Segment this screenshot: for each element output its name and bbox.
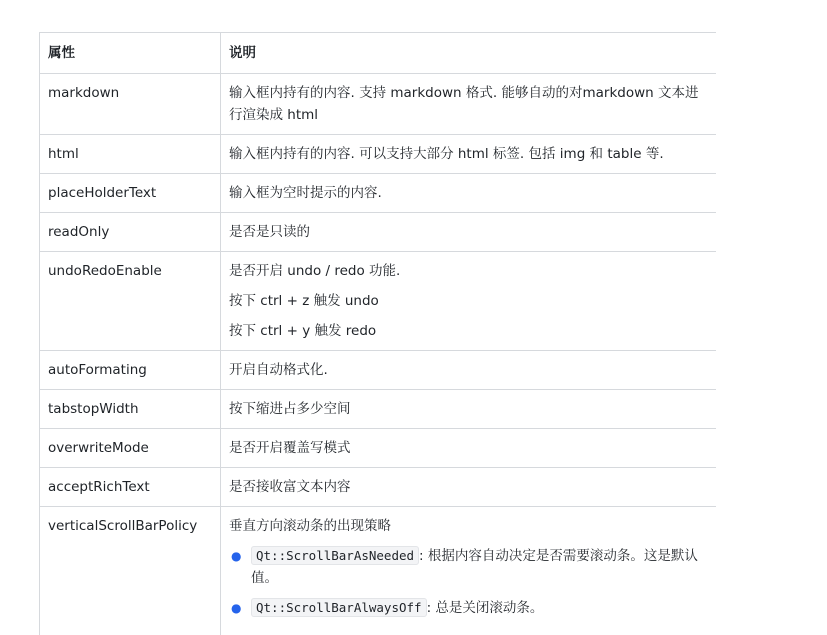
- property-name: readOnly: [40, 213, 221, 252]
- list-item: [229, 545, 708, 589]
- description-line: 是否开启 undo / redo 功能.: [229, 263, 401, 279]
- property-description: [221, 468, 717, 507]
- header-description: 说明: [221, 33, 717, 74]
- description-line: 是否开启覆盖写模式: [229, 440, 351, 456]
- description-line: 输入框内持有的内容. 支持 markdown 格式. 能够自动的对markdown 文本进行渲染成 html: [229, 85, 699, 123]
- header-property: 属性: [40, 33, 221, 74]
- bullet-text: : 总是关闭滚动条。: [426, 600, 544, 616]
- property-name: markdown: [40, 74, 221, 135]
- table-row: [40, 429, 717, 468]
- property-description: [221, 390, 717, 429]
- description-line: 输入框内持有的内容. 可以支持大部分 html 标签. 包括 img 和 table 等.: [229, 146, 664, 162]
- property-description: [221, 429, 717, 468]
- policy-bullet-list: [229, 545, 708, 619]
- description-line: 是否接收富文本内容: [229, 479, 351, 495]
- property-description: [221, 213, 717, 252]
- property-table-container: [39, 32, 716, 635]
- property-description: [221, 351, 717, 390]
- table-row: [40, 468, 717, 507]
- table-row: [40, 252, 717, 351]
- description-line: 是否是只读的: [229, 224, 310, 240]
- inline-code: Qt::ScrollBarAlwaysOff: [251, 598, 427, 617]
- table-row: [40, 213, 717, 252]
- description-line: 垂直方向滚动条的出现策略: [229, 518, 391, 534]
- description-line: 输入框为空时提示的内容.: [229, 185, 382, 201]
- table-row: [40, 135, 717, 174]
- description-line: 按下 ctrl + z 触发 undo: [229, 293, 379, 309]
- property-name: html: [40, 135, 221, 174]
- inline-code: Qt::ScrollBarAsNeeded: [251, 546, 419, 565]
- property-name: tabstopWidth: [40, 390, 221, 429]
- table-row: [40, 74, 717, 135]
- property-name: autoFormating: [40, 351, 221, 390]
- table-row: [40, 351, 717, 390]
- table-header-row: [40, 33, 717, 74]
- bullet-icon: ●: [231, 549, 242, 563]
- property-name: placeHolderText: [40, 174, 221, 213]
- table-row: [40, 390, 717, 429]
- property-description: [221, 135, 717, 174]
- property-name: verticalScrollBarPolicy: [40, 507, 221, 635]
- bullet-icon: ●: [231, 601, 242, 615]
- description-line: 开启自动格式化.: [229, 362, 328, 378]
- property-description: [221, 174, 717, 213]
- property-description: [221, 507, 717, 635]
- property-name: overwriteMode: [40, 429, 221, 468]
- table-row: [40, 507, 717, 635]
- property-name: undoRedoEnable: [40, 252, 221, 351]
- bullet-text: : 根据内容自动决定是否需要滚动条。这是默认值。: [251, 548, 698, 586]
- property-table: [39, 32, 716, 635]
- property-name: acceptRichText: [40, 468, 221, 507]
- property-description: [221, 74, 717, 135]
- table-row: [40, 174, 717, 213]
- description-line: 按下缩进占多少空间: [229, 401, 351, 417]
- description-line: 按下 ctrl + y 触发 redo: [229, 323, 377, 339]
- property-description: [221, 252, 717, 351]
- list-item: [229, 597, 708, 619]
